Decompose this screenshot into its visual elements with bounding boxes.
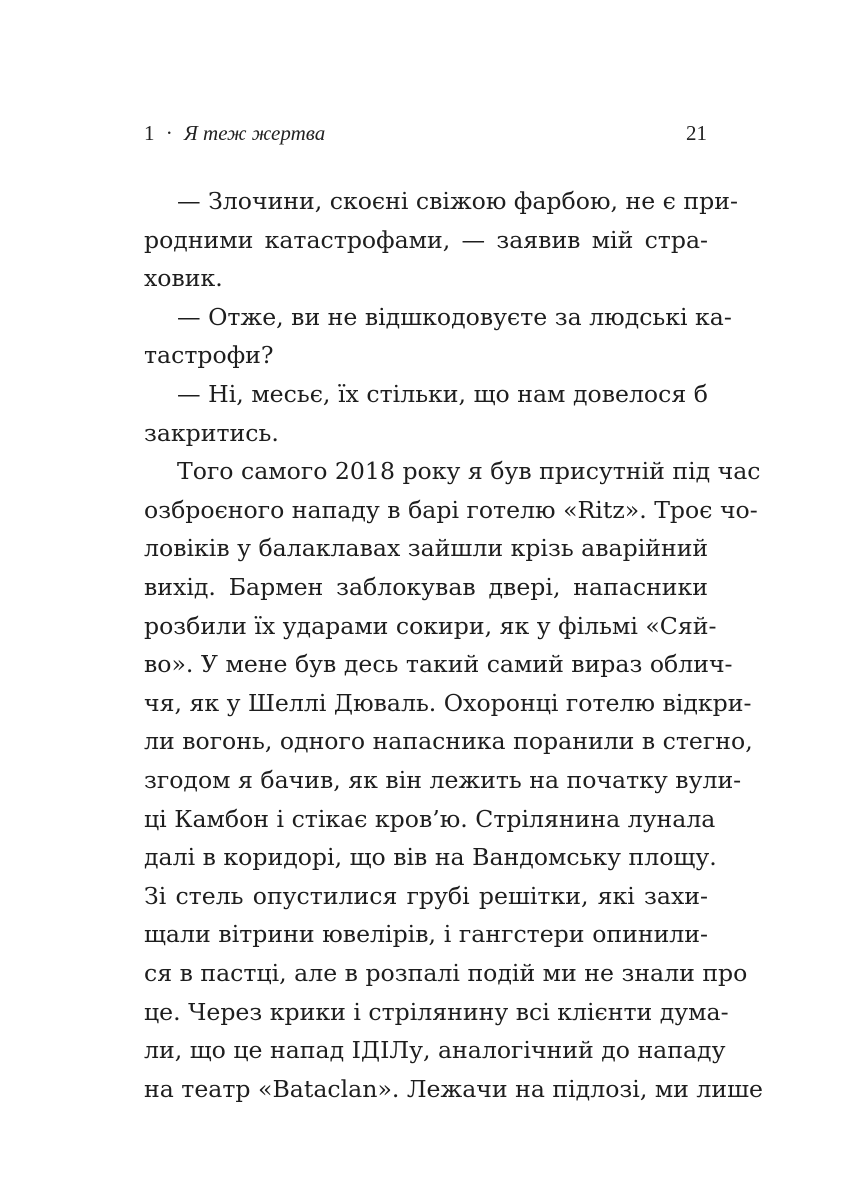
text-line: це. Через крики і стрілянину всі клієнти дума- (144, 997, 729, 1026)
chapter-title: Я теж жертва (184, 121, 326, 145)
text-line: — Отже, ви не відшкодовуєте за людські ка- (177, 302, 732, 331)
text-line: розбили їх ударами сокири, як у фільмі «Сяй- (144, 611, 717, 640)
text-line: ховик. (144, 264, 223, 293)
text-line: Зі стель опустилися грубі решітки, які захи- (144, 881, 708, 910)
text-line: — Ні, месьє, їх стільки, що нам довелося б (177, 380, 708, 408)
text-line: згодом я бачив, як він лежить на початку вули- (144, 766, 742, 794)
text-line: ловіків у балаклавах зайшли крізь аварійний (144, 534, 709, 563)
text-line: озброєного нападу в барі готелю «Ritz». Троє чо- (144, 495, 758, 524)
text-line: тастрофи? (144, 341, 274, 370)
text-line: ся в пастці, але в розпалі подій ми не знали про (144, 959, 748, 987)
text-line: ці Камбон і стікає кров’ю. Стрілянина лунала (144, 804, 716, 833)
text-line: — Злочини, скоєні свіжою фарбою, не є при- (177, 187, 738, 215)
text-line: ли, що це напад ІДІЛу, аналогічний до нападу (144, 1036, 726, 1065)
text-line: вихід. Бармен заблокував двері, напасники (144, 573, 708, 601)
text-line: родними катастрофами, — заявив мій стра- (144, 225, 708, 254)
text-line: на театр «Bataclan». Лежачи на підлозі, ми лише (144, 1074, 764, 1103)
text-line: Того самого 2018 року я був присутній під час (177, 457, 761, 486)
text-line: ли вогонь, одного напасника поранили в стегно, (144, 727, 753, 756)
text-line: далі в коридорі, що вів на Вандомську площу. (144, 843, 717, 872)
page-number: 21 (686, 121, 707, 145)
chapter-heading (144, 121, 325, 146)
running-head (144, 121, 707, 149)
text-line: чя, як у Шеллі Дюваль. Охоронці готелю відкри- (144, 688, 752, 717)
chapter-number: 1 (144, 121, 155, 145)
text-line: закритись. (144, 418, 279, 447)
text-line: во». У мене був десь такий самий вираз облич- (144, 650, 733, 679)
text-line: щали вітрини ювелірів, і гангстери опинили- (144, 920, 708, 949)
header-separator: · (165, 121, 173, 145)
